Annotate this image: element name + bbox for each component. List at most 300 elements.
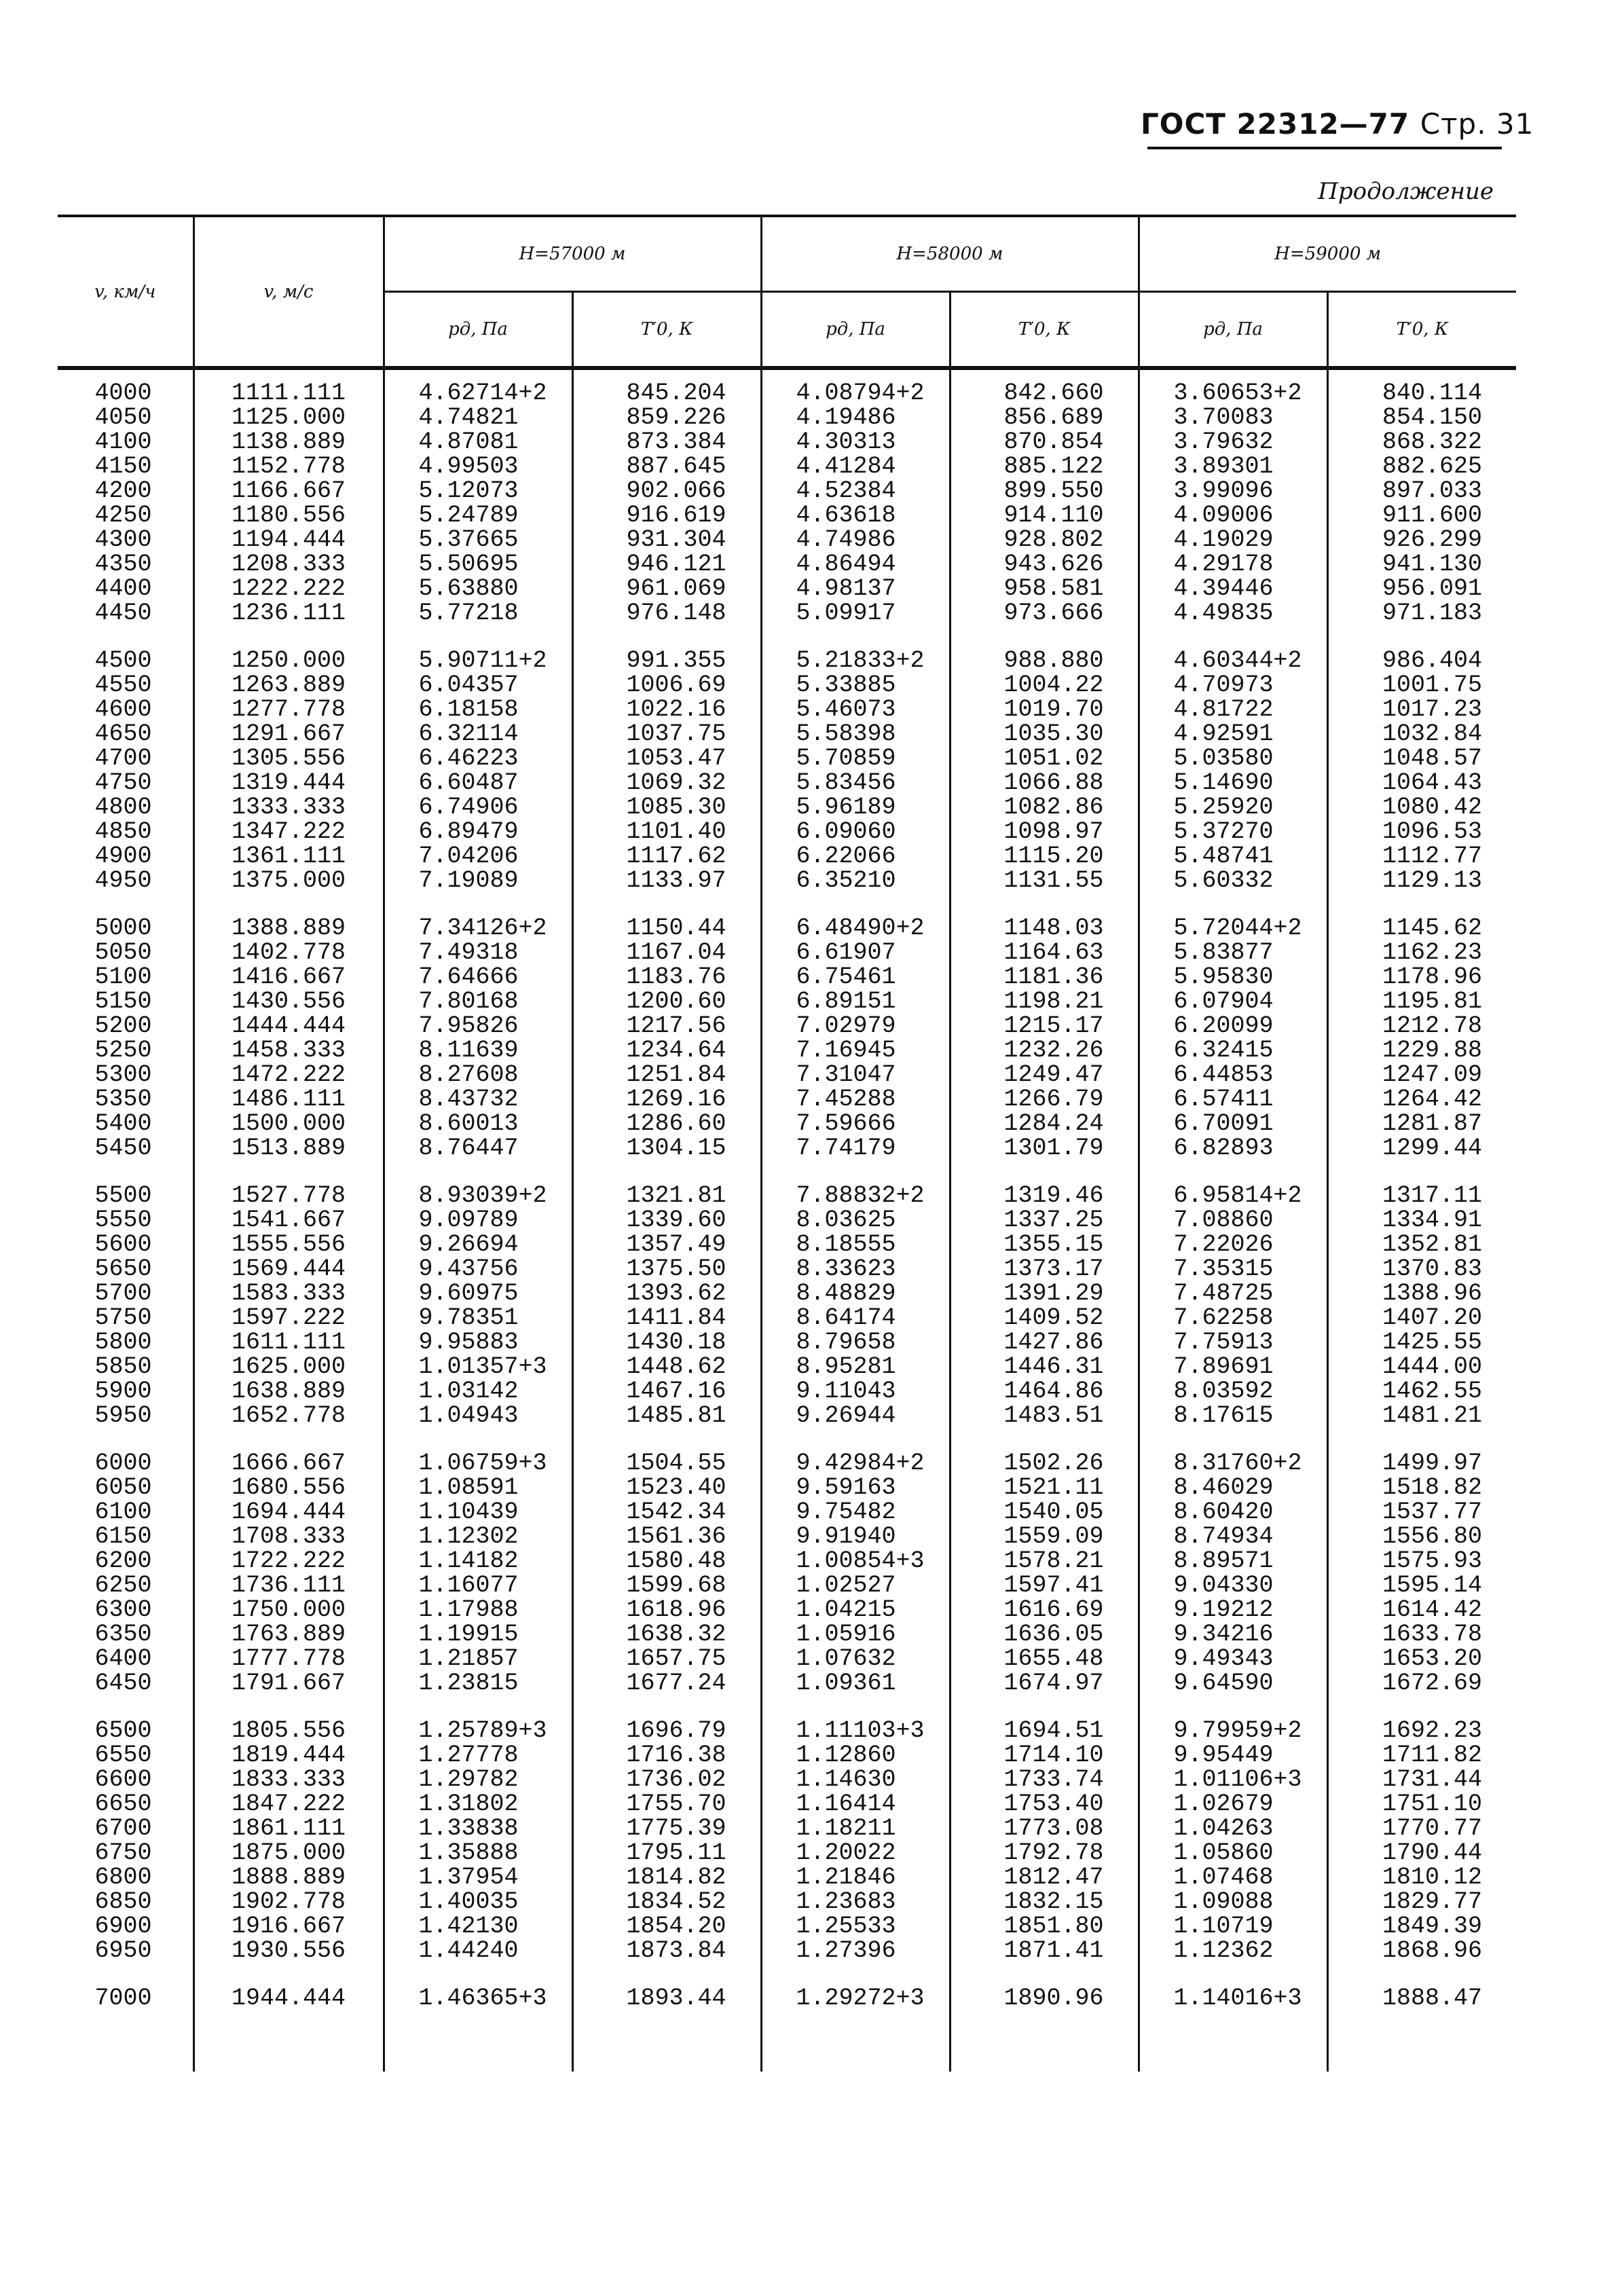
table-cell: 1.17988 xyxy=(384,1598,572,1622)
table-row xyxy=(58,1355,1516,1379)
table-cell: 1751.10 xyxy=(1327,1792,1516,1816)
table-cell: 4250 xyxy=(94,502,152,529)
table-cell: 9.11043 xyxy=(761,1379,950,1403)
table-cell: 1347.222 xyxy=(193,820,384,844)
table-cell: 1597.41 xyxy=(950,1573,1139,1598)
table-cell: 1301.79 xyxy=(950,1136,1139,1160)
table-cell: 928.802 xyxy=(950,528,1139,552)
table-cell: 1096.53 xyxy=(1327,820,1516,844)
table-cell: 1561.36 xyxy=(572,1524,761,1549)
table-cell: 1.04943 xyxy=(384,1403,572,1428)
table-cell: 8.27608 xyxy=(384,1063,572,1087)
table-cell: 1166.667 xyxy=(193,479,384,503)
table-cell: 1674.97 xyxy=(950,1671,1139,1695)
table-cell: 9.26694 xyxy=(384,1232,572,1257)
table-cell: 5.77218 xyxy=(384,601,572,625)
table-cell: 1638.32 xyxy=(572,1622,761,1647)
table-cell: 1763.889 xyxy=(193,1622,384,1647)
table-cell: 7.64666 xyxy=(384,965,572,989)
gap-cell xyxy=(950,625,1139,648)
table-cell: 1.23683 xyxy=(761,1890,950,1914)
table-cell: 1753.40 xyxy=(950,1792,1139,1816)
table-cell: 5050 xyxy=(94,939,152,966)
table-row xyxy=(58,1063,1516,1087)
table-cell: 9.26944 xyxy=(761,1403,950,1428)
tail-cell xyxy=(950,2010,1139,2072)
table-cell: 5.50695 xyxy=(384,552,572,576)
table-cell: 1716.38 xyxy=(572,1743,761,1767)
table-cell: 1.21846 xyxy=(761,1865,950,1890)
table-cell: 1022.16 xyxy=(572,697,761,722)
table-cell: 1583.333 xyxy=(193,1281,384,1306)
table-cell: 1017.23 xyxy=(1327,697,1516,722)
table-cell: 1430.18 xyxy=(572,1330,761,1355)
table-row xyxy=(58,1330,1516,1355)
table-cell: 976.148 xyxy=(572,601,761,625)
table-cell: 1098.97 xyxy=(950,820,1139,844)
table-cell: 1.16077 xyxy=(384,1573,572,1598)
gap-cell xyxy=(950,1428,1139,1451)
table-cell: 1633.78 xyxy=(1327,1622,1516,1647)
table-cell: 971.183 xyxy=(1327,601,1516,625)
table-cell: 8.48829 xyxy=(761,1281,950,1306)
table-cell: 7.45288 xyxy=(761,1087,950,1111)
table-cell: 1556.80 xyxy=(1327,1524,1516,1549)
table-cell: 5.09917 xyxy=(761,601,950,625)
table-cell: 7.08860 xyxy=(1139,1208,1327,1232)
gap-cell xyxy=(950,1963,1139,1986)
table-cell: 5850 xyxy=(94,1353,152,1380)
table-cell: 1.35888 xyxy=(384,1841,572,1865)
table-cell: 5.63880 xyxy=(384,576,572,601)
table-cell: 1416.667 xyxy=(193,965,384,989)
table-cell: 1269.16 xyxy=(572,1087,761,1111)
table-cell: 1472.222 xyxy=(193,1063,384,1087)
table-cell: 946.121 xyxy=(572,552,761,576)
gap-cell xyxy=(761,1695,950,1718)
table-cell: 1814.82 xyxy=(572,1865,761,1890)
table-row xyxy=(58,1938,1516,1963)
table-cell: 5550 xyxy=(94,1207,152,1234)
table-row xyxy=(58,697,1516,722)
table-cell: 8.46029 xyxy=(1139,1475,1327,1500)
col-header-p: pд, Па xyxy=(1139,292,1327,369)
table-cell: 9.60975 xyxy=(384,1281,572,1306)
table-cell: 1019.70 xyxy=(950,697,1139,722)
table-cell: 1666.667 xyxy=(193,1451,384,1475)
table-row xyxy=(58,1890,1516,1914)
table-cell: 1319.46 xyxy=(950,1183,1139,1208)
table-cell: 1890.96 xyxy=(950,1986,1139,2010)
table-cell: 6100 xyxy=(94,1498,152,1526)
table-cell: 1167.04 xyxy=(572,940,761,965)
table-cell: 1597.222 xyxy=(193,1306,384,1330)
table-row xyxy=(58,1038,1516,1063)
table-cell: 1195.81 xyxy=(1327,989,1516,1014)
table-cell: 9.64590 xyxy=(1139,1671,1327,1695)
gap-cell xyxy=(58,1695,193,1718)
table-cell: 6.09060 xyxy=(761,820,950,844)
table-cell: 1181.36 xyxy=(950,965,1139,989)
table-cell: 1.00854+3 xyxy=(761,1549,950,1573)
gap-cell xyxy=(193,1160,384,1183)
gap-cell xyxy=(1139,1963,1327,1986)
table-cell: 1805.556 xyxy=(193,1718,384,1743)
table-cell: 1810.12 xyxy=(1327,1865,1516,1890)
table-cell: 1277.778 xyxy=(193,697,384,722)
table-cell: 1861.111 xyxy=(193,1816,384,1841)
table-cell: 5650 xyxy=(94,1255,152,1283)
table-cell: 1944.444 xyxy=(193,1986,384,2010)
table-row xyxy=(58,1208,1516,1232)
tail-cell xyxy=(384,2010,572,2072)
table-row xyxy=(58,795,1516,820)
table-cell: 4.86494 xyxy=(761,552,950,576)
gap-cell xyxy=(384,1963,572,1986)
table-cell: 1032.84 xyxy=(1327,722,1516,746)
table-cell: 8.31760+2 xyxy=(1139,1451,1327,1475)
table-cell: 4.29178 xyxy=(1139,552,1327,576)
table-cell: 1599.68 xyxy=(572,1573,761,1598)
table-cell: 1680.556 xyxy=(193,1475,384,1500)
table-cell: 1.02527 xyxy=(761,1573,950,1598)
table-row xyxy=(58,1500,1516,1524)
table-cell: 854.150 xyxy=(1327,405,1516,430)
table-cell: 1.40035 xyxy=(384,1890,572,1914)
table-cell: 6.18158 xyxy=(384,697,572,722)
table-tail xyxy=(58,2010,1516,2072)
table-cell: 1.09088 xyxy=(1139,1890,1327,1914)
table-cell: 1614.42 xyxy=(1327,1598,1516,1622)
table-cell: 4950 xyxy=(94,867,152,894)
row-group-gap xyxy=(58,1428,1516,1451)
tail-cell xyxy=(193,2010,384,2072)
table-cell: 1355.15 xyxy=(950,1232,1139,1257)
table-cell: 1832.15 xyxy=(950,1890,1139,1914)
table-cell: 8.43732 xyxy=(384,1087,572,1111)
table-cell: 1.05860 xyxy=(1139,1841,1327,1865)
table-cell: 7000 xyxy=(94,1985,152,2012)
tail-cell xyxy=(1139,2010,1327,2072)
table-cell: 1812.47 xyxy=(950,1865,1139,1890)
table-cell: 7.19089 xyxy=(384,868,572,893)
table-cell: 1537.77 xyxy=(1327,1500,1516,1524)
table-cell: 1082.86 xyxy=(950,795,1139,820)
gap-cell xyxy=(572,1963,761,1986)
row-group-gap xyxy=(58,893,1516,916)
gap-cell xyxy=(193,1963,384,1986)
table-cell: 1770.77 xyxy=(1327,1816,1516,1841)
table-cell: 1291.667 xyxy=(193,722,384,746)
table-cell: 859.226 xyxy=(572,405,761,430)
table-cell: 1357.49 xyxy=(572,1232,761,1257)
table-cell: 6550 xyxy=(94,1742,152,1769)
table-cell: 1352.81 xyxy=(1327,1232,1516,1257)
table-cell: 1.06759+3 xyxy=(384,1451,572,1475)
page-number: Стр. 31 xyxy=(1420,107,1534,141)
table-cell: 1370.83 xyxy=(1327,1257,1516,1281)
tail-cell xyxy=(572,2010,761,2072)
table-cell: 973.666 xyxy=(950,601,1139,625)
table-cell: 8.79658 xyxy=(761,1330,950,1355)
col-header-t: T′0, К xyxy=(1327,292,1516,369)
table-row xyxy=(58,1986,1516,2010)
gap-cell xyxy=(58,1160,193,1183)
table-cell: 1.42130 xyxy=(384,1914,572,1938)
table-cell: 3.70083 xyxy=(1139,405,1327,430)
table-row xyxy=(58,1622,1516,1647)
table-cell: 1.14630 xyxy=(761,1767,950,1792)
table-cell: 1521.11 xyxy=(950,1475,1139,1500)
gap-cell xyxy=(384,1428,572,1451)
page-header xyxy=(1141,107,1534,141)
table-row xyxy=(58,1767,1516,1792)
tail-cell xyxy=(761,2010,950,2072)
table-cell: 1085.30 xyxy=(572,795,761,820)
table-cell: 5000 xyxy=(94,915,152,942)
table-cell: 1321.81 xyxy=(572,1183,761,1208)
table-cell: 958.581 xyxy=(950,576,1139,601)
row-group-gap xyxy=(58,625,1516,648)
table-cell: 4450 xyxy=(94,600,152,627)
table-cell: 4550 xyxy=(94,672,152,699)
table-cell: 5.58398 xyxy=(761,722,950,746)
gap-cell xyxy=(58,1963,193,1986)
table-cell: 5800 xyxy=(94,1329,152,1356)
table-cell: 1162.23 xyxy=(1327,940,1516,965)
gap-cell xyxy=(761,1160,950,1183)
table-cell: 1152.778 xyxy=(193,454,384,479)
group-header-58000: H=58000 м xyxy=(761,216,1139,292)
gap-cell xyxy=(761,1963,950,1986)
table-cell: 1692.23 xyxy=(1327,1718,1516,1743)
table-cell: 4.19029 xyxy=(1139,528,1327,552)
gap-cell xyxy=(1327,625,1516,648)
gap-cell xyxy=(572,893,761,916)
table-cell: 1.14182 xyxy=(384,1549,572,1573)
table-cell: 7.48725 xyxy=(1139,1281,1327,1306)
table-cell: 1731.44 xyxy=(1327,1767,1516,1792)
standard-number: ГОСТ 22312—77 xyxy=(1141,107,1410,141)
table-cell: 4.19486 xyxy=(761,405,950,430)
table-cell: 6600 xyxy=(94,1766,152,1793)
table-cell: 1425.55 xyxy=(1327,1330,1516,1355)
table-cell: 7.88832+2 xyxy=(761,1183,950,1208)
table-cell: 8.76447 xyxy=(384,1136,572,1160)
table-cell: 5200 xyxy=(94,1012,152,1040)
table-cell: 1.14016+3 xyxy=(1139,1986,1327,2010)
table-row xyxy=(58,1232,1516,1257)
table-row xyxy=(58,528,1516,552)
table-cell: 1467.16 xyxy=(572,1379,761,1403)
table-cell: 9.09789 xyxy=(384,1208,572,1232)
table-cell: 1125.000 xyxy=(193,405,384,430)
table-cell: 1733.74 xyxy=(950,1767,1139,1792)
gap-cell xyxy=(1327,893,1516,916)
table-cell: 1080.42 xyxy=(1327,795,1516,820)
table-cell: 1.04263 xyxy=(1139,1816,1327,1841)
table-cell: 1873.84 xyxy=(572,1938,761,1963)
table-cell: 1.10439 xyxy=(384,1500,572,1524)
table-row xyxy=(58,673,1516,697)
table-cell: 6.74906 xyxy=(384,795,572,820)
col-header-p: pд, Па xyxy=(384,292,572,369)
gap-cell xyxy=(761,625,950,648)
table-cell: 1.25789+3 xyxy=(384,1718,572,1743)
gap-cell xyxy=(58,1428,193,1451)
table-cell: 6950 xyxy=(94,1937,152,1964)
table-cell: 9.04330 xyxy=(1139,1573,1327,1598)
table-cell: 1893.44 xyxy=(572,1986,761,2010)
table-cell: 9.95449 xyxy=(1139,1743,1327,1767)
table-cell: 1916.667 xyxy=(193,1914,384,1938)
table-cell: 1.03142 xyxy=(384,1379,572,1403)
table-cell: 882.625 xyxy=(1327,454,1516,479)
gap-cell xyxy=(950,893,1139,916)
table-cell: 1755.70 xyxy=(572,1792,761,1816)
row-group-gap xyxy=(58,1160,1516,1183)
table-cell: 5900 xyxy=(94,1378,152,1405)
table-cell: 1.27778 xyxy=(384,1743,572,1767)
table-cell: 4100 xyxy=(94,428,152,456)
table-row xyxy=(58,1136,1516,1160)
table-cell: 1217.56 xyxy=(572,1014,761,1038)
table-cell: 1795.11 xyxy=(572,1841,761,1865)
table-cell: 5400 xyxy=(94,1110,152,1137)
table-cell: 7.16945 xyxy=(761,1038,950,1063)
table-row xyxy=(58,601,1516,625)
table-row xyxy=(58,1671,1516,1695)
table-cell: 1.29782 xyxy=(384,1767,572,1792)
table-cell: 4200 xyxy=(94,477,152,504)
table-cell: 1792.78 xyxy=(950,1841,1139,1865)
table-cell: 6.57411 xyxy=(1139,1087,1327,1111)
table-cell: 1.04215 xyxy=(761,1598,950,1622)
table-cell: 6.07904 xyxy=(1139,989,1327,1014)
group-header-59000: H=59000 м xyxy=(1139,216,1516,292)
table-cell: 1694.51 xyxy=(950,1718,1139,1743)
table-cell: 1334.91 xyxy=(1327,1208,1516,1232)
table-cell: 5.33885 xyxy=(761,673,950,697)
table-cell: 6.48490+2 xyxy=(761,916,950,940)
table-cell: 1051.02 xyxy=(950,746,1139,771)
table-row xyxy=(58,722,1516,746)
table-row xyxy=(58,1111,1516,1136)
table-cell: 897.033 xyxy=(1327,479,1516,503)
table-cell: 887.645 xyxy=(572,454,761,479)
table-cell: 6150 xyxy=(94,1523,152,1550)
table-cell: 8.60013 xyxy=(384,1111,572,1136)
table-cell: 4.63618 xyxy=(761,503,950,528)
table-cell: 1178.96 xyxy=(1327,965,1516,989)
table-cell: 6750 xyxy=(94,1839,152,1867)
table-cell: 1448.62 xyxy=(572,1355,761,1379)
table-cell: 1.02679 xyxy=(1139,1792,1327,1816)
table-cell: 8.93039+2 xyxy=(384,1183,572,1208)
gap-cell xyxy=(572,1695,761,1718)
table-cell: 1198.21 xyxy=(950,989,1139,1014)
table-row xyxy=(58,1183,1516,1208)
table-cell: 1117.62 xyxy=(572,844,761,868)
table-cell: 870.854 xyxy=(950,430,1139,454)
gap-cell xyxy=(761,893,950,916)
table-cell: 842.660 xyxy=(950,368,1139,405)
table-cell: 1266.79 xyxy=(950,1087,1139,1111)
table-row xyxy=(58,648,1516,673)
table-row xyxy=(58,576,1516,601)
table-cell: 1871.41 xyxy=(950,1938,1139,1963)
gap-cell xyxy=(1327,1428,1516,1451)
table-cell: 9.19212 xyxy=(1139,1598,1327,1622)
table-cell: 1138.889 xyxy=(193,430,384,454)
table-cell: 1.01357+3 xyxy=(384,1355,572,1379)
table-cell: 1.05916 xyxy=(761,1622,950,1647)
table-cell: 986.404 xyxy=(1327,648,1516,673)
table-row xyxy=(58,479,1516,503)
table-cell: 1305.556 xyxy=(193,746,384,771)
table-cell: 7.89691 xyxy=(1139,1355,1327,1379)
table-cell: 6700 xyxy=(94,1815,152,1842)
table-cell: 1657.75 xyxy=(572,1647,761,1671)
table-cell: 1833.333 xyxy=(193,1767,384,1792)
table-cell: 4.41284 xyxy=(761,454,950,479)
table-cell: 1464.86 xyxy=(950,1379,1139,1403)
gap-cell xyxy=(572,625,761,648)
table-cell: 1164.63 xyxy=(950,940,1139,965)
table-cell: 1319.444 xyxy=(193,771,384,795)
table-cell: 911.600 xyxy=(1327,503,1516,528)
gap-cell xyxy=(572,1428,761,1451)
table-cell: 1264.42 xyxy=(1327,1087,1516,1111)
table-cell: 1284.24 xyxy=(950,1111,1139,1136)
table-cell: 5450 xyxy=(94,1135,152,1162)
table-cell: 1407.20 xyxy=(1327,1306,1516,1330)
table-cell: 1212.78 xyxy=(1327,1014,1516,1038)
table-row xyxy=(58,1914,1516,1938)
table-row xyxy=(58,1549,1516,1573)
table-cell: 4.39446 xyxy=(1139,576,1327,601)
gap-cell xyxy=(950,1160,1139,1183)
table-cell: 1672.69 xyxy=(1327,1671,1516,1695)
table-row xyxy=(58,1524,1516,1549)
table-cell: 961.069 xyxy=(572,576,761,601)
table-row xyxy=(58,844,1516,868)
table-cell: 7.49318 xyxy=(384,940,572,965)
table-cell: 3.60653+2 xyxy=(1139,368,1327,405)
table-cell: 1483.51 xyxy=(950,1403,1139,1428)
table-cell: 1523.40 xyxy=(572,1475,761,1500)
table-cell: 1444.444 xyxy=(193,1014,384,1038)
table-cell: 6.70091 xyxy=(1139,1111,1327,1136)
table-cell: 1001.75 xyxy=(1327,673,1516,697)
table-cell: 1247.09 xyxy=(1327,1063,1516,1087)
gap-cell xyxy=(1139,1428,1327,1451)
table-cell: 956.091 xyxy=(1327,576,1516,601)
table-cell: 1677.24 xyxy=(572,1671,761,1695)
table-cell: 1115.20 xyxy=(950,844,1139,868)
table-cell: 1004.22 xyxy=(950,673,1139,697)
table-cell: 1638.889 xyxy=(193,1379,384,1403)
table-row xyxy=(58,916,1516,940)
table-cell: 1.07632 xyxy=(761,1647,950,1671)
table-cell: 1868.96 xyxy=(1327,1938,1516,1963)
table-cell: 4.70973 xyxy=(1139,673,1327,697)
table-cell: 9.34216 xyxy=(1139,1622,1327,1647)
table-cell: 7.59666 xyxy=(761,1111,950,1136)
table-cell: 6.46223 xyxy=(384,746,572,771)
table-cell: 5.90711+2 xyxy=(384,648,572,673)
table-cell: 4500 xyxy=(94,647,152,674)
